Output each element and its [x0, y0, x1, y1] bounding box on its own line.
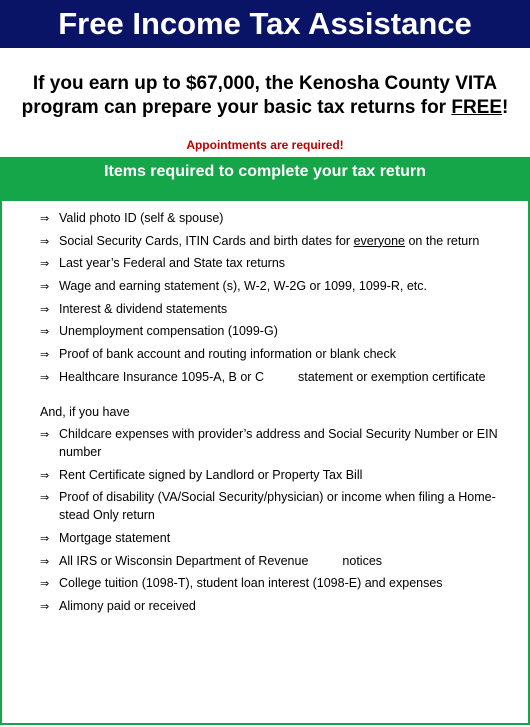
arrow-right-icon: ⇒ [40, 371, 50, 384]
list-item [2, 277, 528, 295]
list-item [2, 209, 528, 227]
arrow-right-icon: ⇒ [40, 469, 50, 482]
item-text: Unemployment compensation (1099-G) [59, 324, 278, 339]
list-item [2, 552, 528, 570]
list-item [2, 488, 528, 524]
required-items-list [2, 209, 528, 386]
list-item [2, 232, 528, 250]
item-text: Alimony paid or received [59, 598, 196, 613]
optional-items-list [2, 425, 528, 615]
arrow-right-icon: ⇒ [40, 578, 50, 591]
appointments-notice: Appointments are required! [186, 138, 344, 152]
item-text: Childcare expenses with provider’s address and Social Security Number or EIN number [59, 426, 498, 459]
optional-heading: And, if you have [40, 404, 130, 419]
arrow-right-icon: ⇒ [40, 555, 50, 568]
list-item [2, 597, 528, 615]
arrow-right-icon: ⇒ [40, 492, 50, 505]
item-emphasis: everyone [353, 233, 405, 248]
item-text: All IRS or Wisconsin Department of Revenue [59, 553, 309, 568]
arrow-right-icon: ⇒ [40, 281, 50, 294]
list-item [2, 345, 528, 363]
item-text: Rent Certificate signed by Landlord or Property Tax Bill [59, 467, 363, 482]
item-text: Last year’s Federal and State tax returns [59, 256, 286, 271]
requirements-panel [0, 157, 530, 725]
item-text: Proof of disability (VA/Social Security/physician) or income when filing a Home-stead Only return [59, 490, 496, 523]
arrow-right-icon: ⇒ [40, 349, 50, 362]
item-text: Wage and earning statement (s), W-2, W-2G or 1099, 1099-R, etc. [59, 279, 427, 294]
item-text: Social Security Cards, ITIN Cards and birth dates for [59, 233, 354, 248]
list-item [2, 254, 528, 272]
item-text: Proof of bank account and routing information or blank check [59, 347, 397, 362]
page-title: Free Income Tax Assistance [0, 0, 530, 48]
list-item [2, 368, 528, 386]
item-text: Healthcare Insurance 1095-A, B or C [59, 369, 264, 384]
list-item [2, 300, 528, 318]
item-text-continued: notices [342, 553, 383, 568]
item-text: Valid photo ID (self & spouse) [59, 211, 224, 225]
item-text: Mortgage statement [59, 530, 171, 545]
list-item [2, 466, 528, 484]
item-text: Interest & dividend statements [59, 301, 228, 316]
arrow-right-icon: ⇒ [40, 235, 50, 248]
arrow-right-icon: ⇒ [40, 303, 50, 316]
item-text: College tuition (1098-T), student loan interest (1098-E) and expenses [59, 576, 443, 591]
item-text-continued: statement or exemption certificate [297, 369, 486, 384]
intro-line-2-prefix: program can prepare your basic tax returns for [21, 97, 452, 118]
free-emphasis: FREE [451, 97, 503, 118]
list-item [2, 574, 528, 592]
intro-line-1: If you earn up to $67,000, the Kenosha County VITA [32, 73, 498, 94]
arrow-right-icon: ⇒ [40, 326, 50, 339]
arrow-right-icon: ⇒ [40, 600, 50, 613]
arrow-right-icon: ⇒ [40, 428, 50, 441]
arrow-right-icon: ⇒ [40, 258, 50, 271]
arrow-right-icon: ⇒ [40, 213, 50, 225]
list-item [2, 529, 528, 547]
arrow-right-icon: ⇒ [40, 532, 50, 545]
list-item [2, 425, 528, 461]
list-item [2, 322, 528, 340]
panel-heading: Items required to complete your tax return [2, 157, 528, 201]
intro-line-2 [0, 96, 530, 120]
intro-line-2-suffix: ! [502, 97, 509, 118]
intro-text [0, 72, 530, 120]
item-text-suffix: on the return [405, 233, 480, 248]
